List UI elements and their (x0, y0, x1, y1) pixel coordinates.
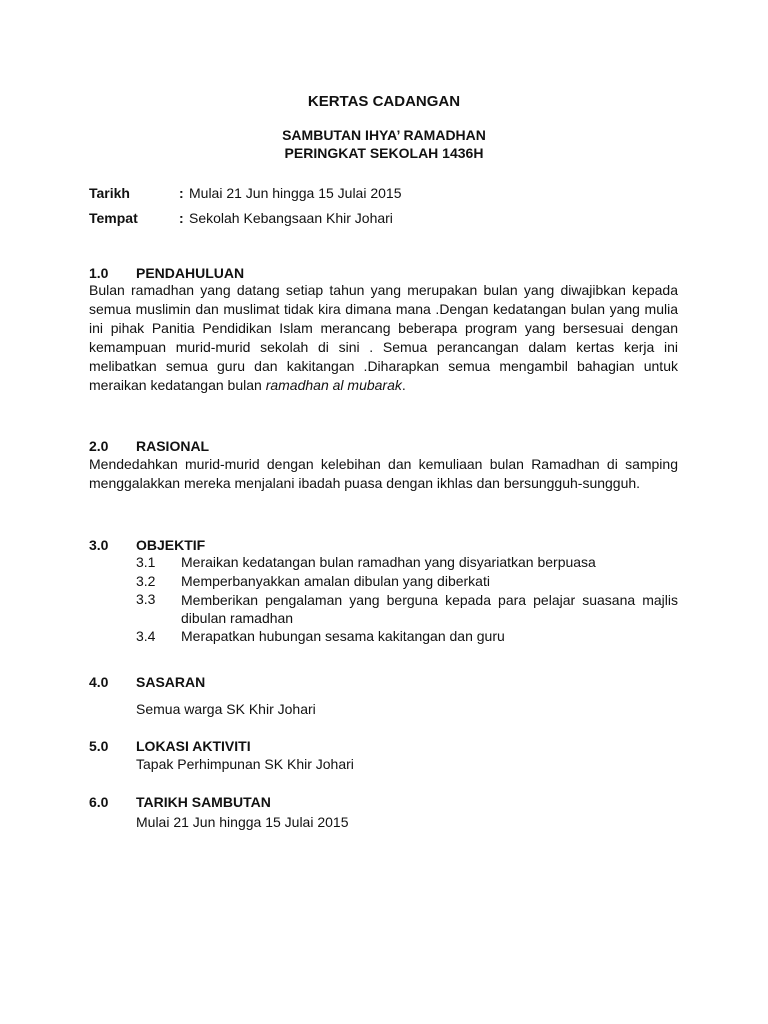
section-1-body-italic: ramadhan al mubarak (265, 377, 402, 393)
subtitle-line-1: SAMBUTAN IHYA’ RAMADHAN (282, 127, 486, 143)
tarikh-value: Mulai 21 Jun hingga 15 Julai 2015 (189, 185, 402, 201)
section-6-heading: TARIKH SAMBUTAN (136, 794, 271, 810)
objective-number: 3.4 (136, 628, 156, 644)
section-6-body: Mulai 21 Jun hingga 15 Julai 2015 (136, 814, 349, 830)
section-5-number: 5.0 (89, 738, 109, 754)
tempat-colon: : (179, 210, 184, 226)
objective-number: 3.3 (136, 591, 156, 607)
section-1-body-text: Bulan ramadhan yang datang setiap tahun yang merupakan bulan yang diwajibkan kepada semua muslimin dan muslimat tidak kira dimana mana .Dengan kedatangan bulan yang mulia ini pihak Panitia Pendidikan Islam merancang beberapa program yang bersesuai dengan kemampuan murid-murid sekolah di sini . Semua perancangan dalam kertas kerja ini melibatkan semua guru dan kakitangan .Diharapkan semua mengambil bahagian untuk meraikan kedatangan bulan (89, 282, 678, 393)
section-6-number: 6.0 (89, 794, 109, 810)
section-3-heading: OBJEKTIF (136, 537, 206, 553)
tempat-label: Tempat (89, 210, 138, 226)
tempat-value: Sekolah Kebangsaan Khir Johari (189, 210, 393, 226)
subtitle-line-2: PERINGKAT SEKOLAH 1436H (284, 145, 484, 161)
objective-number: 3.2 (136, 573, 156, 589)
section-1-number: 1.0 (89, 265, 109, 281)
tarikh-label: Tarikh (89, 185, 130, 201)
section-2-number: 2.0 (89, 438, 109, 454)
objective-text: Memberikan pengalaman yang berguna kepada para pelajar suasana majlis dibulan ramadhan (181, 592, 678, 626)
section-4-number: 4.0 (89, 674, 109, 690)
section-2-body: Mendedahkan murid-murid dengan kelebihan dan kemuliaan bulan Ramadhan di samping menggalakkan mereka menjalani ibadah puasa dengan ikhlas dan bersungguh-sungguh. (89, 456, 678, 491)
objective-text: Memperbanyakkan amalan dibulan yang diberkati (181, 573, 490, 589)
section-1-heading: PENDAHULUAN (136, 265, 245, 281)
section-2-heading: RASIONAL (136, 438, 210, 454)
objective-text: Meraikan kedatangan bulan ramadhan yang disyariatkan berpuasa (181, 554, 596, 570)
section-3-number: 3.0 (89, 537, 109, 553)
section-1-body (89, 281, 678, 395)
tarikh-colon: : (179, 185, 184, 201)
document-title: KERTAS CADANGAN (307, 93, 461, 110)
section-5-body: Tapak Perhimpunan SK Khir Johari (136, 756, 354, 772)
objective-text: Merapatkan hubungan sesama kakitangan dan guru (181, 628, 505, 644)
section-4-heading: SASARAN (136, 674, 206, 690)
objective-number: 3.1 (136, 554, 156, 570)
section-5-heading: LOKASI AKTIVITI (136, 738, 251, 754)
section-1-body-end: . (401, 377, 406, 393)
section-4-body: Semua warga SK Khir Johari (136, 701, 316, 717)
